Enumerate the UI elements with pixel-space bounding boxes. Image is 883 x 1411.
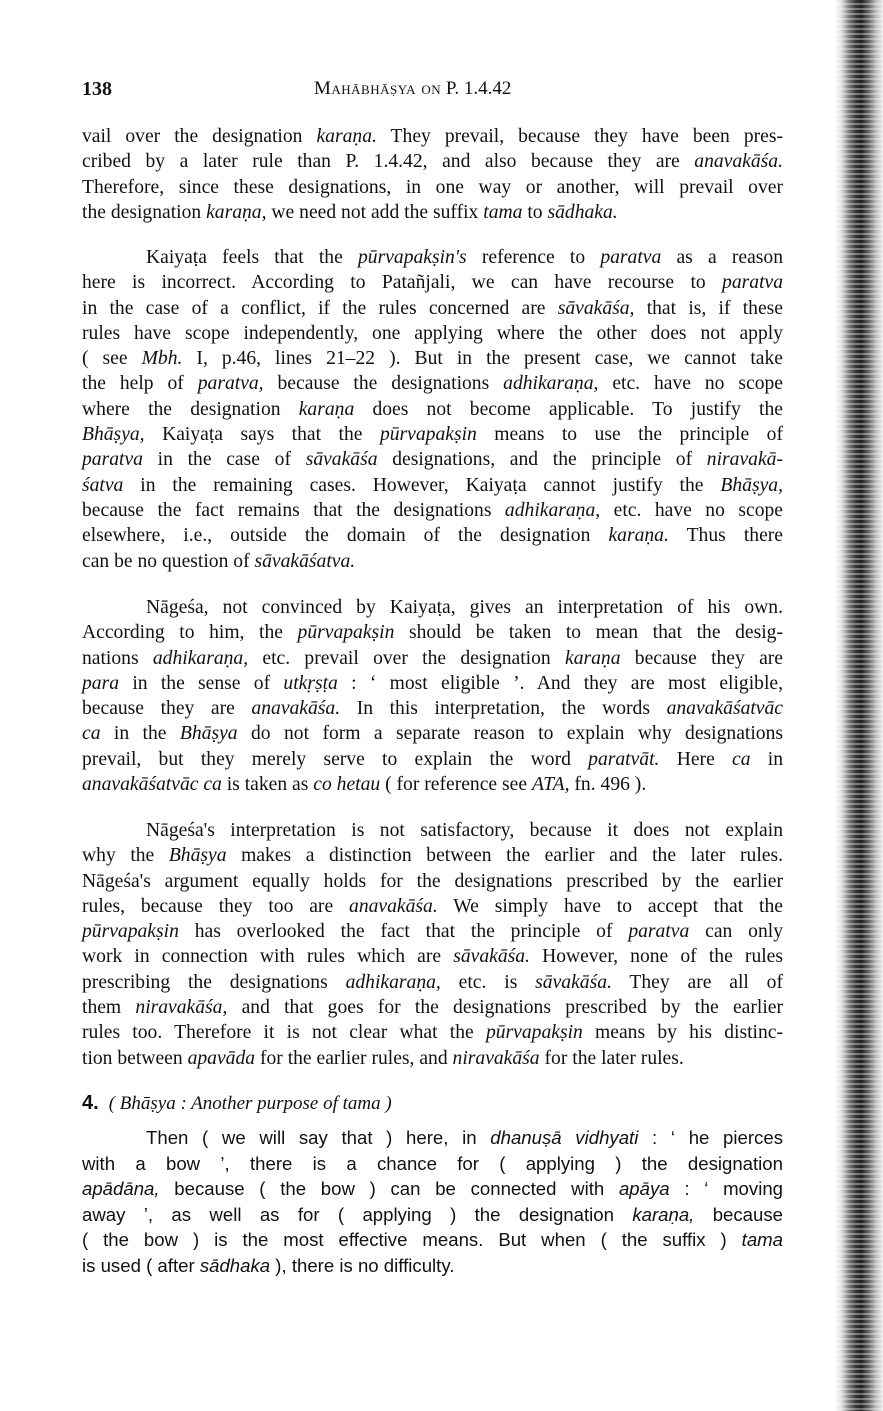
section-title: ( Bhāṣya : Another purpose of tama ) bbox=[108, 1093, 392, 1114]
italic-term: utkṛṣṭa bbox=[283, 672, 338, 694]
text-run: etc. have no scope bbox=[598, 373, 783, 395]
text-run: as a reason bbox=[661, 247, 783, 268]
italic-term: sāvakāśatva. bbox=[254, 550, 356, 572]
italic-term: anavakāśatvāc bbox=[666, 698, 783, 720]
text-line bbox=[82, 869, 783, 894]
text-run: for the later rules. bbox=[539, 1047, 684, 1069]
italic-term: karaṇa. bbox=[608, 525, 669, 547]
text-run: because bbox=[694, 1203, 784, 1225]
text-run: and that goes for the designations prescribed by the earlier bbox=[227, 997, 783, 1019]
text-run: Kaiyaṭa says that the bbox=[144, 424, 380, 446]
paragraph bbox=[82, 818, 783, 1071]
text-line bbox=[82, 1046, 783, 1071]
text-line bbox=[82, 843, 783, 868]
text-line bbox=[82, 818, 783, 843]
italic-term: dhanuṣā vidhyati bbox=[490, 1127, 639, 1148]
italic-term: niravakāśa, bbox=[135, 997, 228, 1019]
italic-term: tama bbox=[741, 1229, 783, 1250]
italic-term: pūrvapakṣin bbox=[485, 1022, 583, 1044]
italic-term: paratva bbox=[600, 247, 662, 268]
text-line bbox=[82, 696, 783, 721]
italic-term: tama bbox=[483, 201, 523, 223]
text-line bbox=[82, 124, 783, 149]
text-run: elsewhere, i.e., outside the domain of the designation bbox=[82, 525, 609, 547]
text-run: tion between bbox=[82, 1047, 188, 1069]
text-run: nations bbox=[82, 647, 153, 669]
text-run: is taken as bbox=[221, 774, 314, 796]
italic-term: anavakāśatvāc ca bbox=[82, 774, 222, 796]
text-line bbox=[82, 970, 783, 995]
scan-page-edge bbox=[835, 0, 883, 1411]
text-run: to bbox=[522, 201, 548, 223]
text-run: ( for reference see bbox=[380, 774, 532, 796]
text-run: do not form a separate reason to explain why designations bbox=[237, 723, 783, 745]
italic-term: ATA, bbox=[531, 774, 570, 796]
text-line bbox=[82, 473, 783, 498]
italic-term: karaṇa, bbox=[206, 201, 267, 223]
text-line bbox=[82, 620, 783, 645]
text-line bbox=[82, 200, 783, 225]
text-line bbox=[82, 1176, 783, 1202]
text-run: I, p.46, lines 21–22 ). But in the present case, we cannot take bbox=[182, 348, 783, 370]
text-run: that is, if these bbox=[634, 297, 783, 319]
text-line bbox=[82, 371, 783, 396]
text-run: reference to bbox=[466, 247, 601, 268]
italic-term: pūrvapakṣin bbox=[379, 424, 477, 446]
italic-term: karaṇa bbox=[565, 647, 621, 669]
text-line bbox=[82, 1202, 783, 1228]
paragraph bbox=[82, 124, 783, 225]
italic-term: sāvakāśa bbox=[305, 449, 378, 471]
text-run: can only bbox=[689, 921, 783, 943]
italic-term: paratva bbox=[628, 921, 690, 943]
italic-term: karaṇa bbox=[298, 398, 355, 420]
text-run: : ‘ he pierces bbox=[638, 1127, 783, 1148]
italic-term: ca bbox=[732, 748, 751, 770]
text-line bbox=[82, 595, 783, 620]
text-run: because ( the bow ) can be connected with bbox=[159, 1178, 619, 1199]
text-run: etc. prevail over the designation bbox=[248, 647, 565, 669]
text-line bbox=[82, 523, 783, 548]
text-run: Nāgeśa, not convinced by Kaiyaṭa, gives an interpretation of his own. bbox=[146, 597, 783, 618]
text-run: here is incorrect. According to Patañjali, we can have recourse to bbox=[82, 272, 723, 294]
text-line bbox=[82, 270, 783, 295]
text-run: etc. is bbox=[440, 971, 536, 993]
italic-term: apavāda bbox=[187, 1047, 256, 1069]
text-line bbox=[82, 397, 783, 422]
text-line bbox=[82, 245, 783, 270]
text-run: However, none of the rules bbox=[529, 946, 784, 968]
text-run: because they are bbox=[82, 698, 252, 720]
text-run: ( see bbox=[82, 348, 142, 370]
text-run: should be taken to mean that the desig- bbox=[394, 622, 783, 644]
italic-term: paratva bbox=[722, 272, 783, 294]
paragraph bbox=[82, 595, 783, 797]
text-run: in the case of bbox=[142, 449, 306, 471]
running-title: Mahābhāṣya on P. 1.4.42 bbox=[314, 78, 512, 99]
text-run: prevail, but they merely serve to explain the word bbox=[82, 748, 589, 770]
text-run: ), there is no difficulty. bbox=[270, 1254, 455, 1276]
text-run: vail over the designation bbox=[82, 126, 317, 147]
text-run: away ’, as well as for ( applying ) the designation bbox=[82, 1203, 633, 1225]
italic-term: adhikaraṇa, bbox=[152, 647, 249, 669]
section-number: 4. bbox=[82, 1092, 99, 1114]
text-run: Then ( we will say that ) here, in bbox=[146, 1127, 491, 1148]
text-run: where the designation bbox=[82, 398, 299, 420]
italic-term: śatva bbox=[82, 474, 124, 496]
text-run: Nāgeśa's interpretation is not satisfactory, because it does not explain bbox=[146, 820, 783, 841]
text-run: because the designations bbox=[263, 373, 504, 395]
italic-term: para bbox=[82, 672, 120, 694]
italic-term: pūrvapakṣin's bbox=[357, 247, 467, 268]
text-line bbox=[82, 321, 783, 346]
text-run: Kaiyaṭa feels that the bbox=[146, 247, 358, 268]
text-run: In this interpretation, the words bbox=[340, 698, 667, 720]
text-line bbox=[82, 1151, 783, 1177]
paragraph bbox=[82, 1125, 783, 1278]
running-header bbox=[82, 78, 782, 106]
text-run: is used ( after bbox=[82, 1254, 200, 1276]
italic-term: adhikaraṇa, bbox=[503, 373, 599, 395]
text-run: Nāgeśa's argument equally holds for the designations prescribed by the earlier bbox=[82, 870, 783, 892]
text-run: : ‘ moving bbox=[669, 1178, 784, 1199]
text-run: prescribing the designations bbox=[82, 971, 346, 993]
italic-term: pūrvapakṣin bbox=[82, 921, 179, 943]
text-run: for the earlier rules, and bbox=[255, 1047, 453, 1069]
text-line bbox=[82, 646, 783, 671]
text-line bbox=[82, 919, 783, 944]
text-run: in bbox=[750, 748, 784, 770]
page-number: 138 bbox=[82, 78, 112, 100]
text-run: etc. have no scope bbox=[600, 499, 783, 521]
italic-term: Bhāṣya, bbox=[82, 424, 145, 446]
text-line bbox=[82, 747, 783, 772]
paragraph bbox=[82, 245, 783, 574]
text-line bbox=[82, 1125, 783, 1151]
italic-term: ca bbox=[82, 723, 101, 745]
italic-term: adhikaraṇa, bbox=[504, 499, 601, 521]
text-line bbox=[82, 671, 783, 696]
text-line bbox=[82, 447, 783, 472]
text-run: According to him, the bbox=[82, 622, 298, 644]
italic-term: karaṇa, bbox=[632, 1203, 695, 1225]
text-run: rules too. Therefore it is not clear what the bbox=[82, 1022, 486, 1044]
italic-term: sāvakāśa. bbox=[453, 946, 530, 968]
text-run: because they are bbox=[620, 647, 783, 669]
text-run: we need not add the suffix bbox=[266, 201, 484, 223]
text-run: because the fact remains that the designations bbox=[82, 499, 505, 521]
text-run: ( the bow ) is the most effective means. But when ( the suffix ) bbox=[82, 1229, 742, 1250]
italic-term: sādhaka bbox=[199, 1254, 271, 1276]
italic-term: sāvakāśa, bbox=[557, 297, 635, 319]
text-line bbox=[82, 346, 783, 371]
text-run: Here bbox=[659, 748, 733, 770]
italic-term: adhikaraṇa, bbox=[345, 971, 441, 993]
text-run: : ‘ most eligible ’. And they are most eligible, bbox=[337, 672, 783, 694]
text-run: We simply have to accept that the bbox=[437, 895, 783, 917]
text-run: in the remaining cases. However, Kaiyaṭa cannot justify the bbox=[123, 474, 721, 496]
text-run: work in connection with rules which are bbox=[82, 946, 454, 968]
text-run: designations, and the principle of bbox=[377, 449, 707, 471]
text-run: with a bow ’, there is a chance for ( applying ) the designation bbox=[82, 1152, 783, 1174]
text-run: why the bbox=[82, 845, 169, 867]
text-run: means by his distinc- bbox=[582, 1022, 783, 1044]
text-line bbox=[82, 175, 783, 200]
text-run: cribed by a later rule than P. 1.4.42, and also because they are bbox=[82, 151, 695, 173]
italic-term: Bhāṣya bbox=[179, 723, 238, 745]
italic-term: co hetau bbox=[313, 774, 381, 796]
text-run: Therefore, since these designations, in one way or another, will prevail over bbox=[82, 176, 783, 198]
text-run: fn. 496 ). bbox=[569, 774, 647, 796]
text-line bbox=[82, 894, 783, 919]
text-line bbox=[82, 995, 783, 1020]
text-run: in the case of a conflict, if the rules concerned are bbox=[82, 297, 558, 319]
text-line bbox=[82, 498, 783, 523]
italic-term: sādhaka. bbox=[547, 201, 618, 223]
text-line bbox=[82, 296, 783, 321]
text-line bbox=[82, 149, 783, 174]
italic-term: anavakāśa. bbox=[251, 698, 341, 720]
text-line bbox=[82, 1020, 783, 1045]
text-line bbox=[82, 1253, 783, 1279]
text-run: in the sense of bbox=[119, 672, 284, 694]
italic-term: paratva, bbox=[197, 373, 264, 395]
text-run: them bbox=[82, 997, 136, 1019]
text-line bbox=[82, 944, 783, 969]
section-heading bbox=[82, 1092, 392, 1115]
text-line bbox=[82, 772, 783, 797]
text-run: has overlooked the fact that the principle of bbox=[178, 921, 629, 943]
text-run: does not become applicable. To justify the bbox=[354, 398, 783, 420]
text-run: Thus there bbox=[668, 525, 783, 547]
text-run: the designation bbox=[82, 201, 207, 223]
italic-term: paratvāt. bbox=[588, 748, 660, 770]
italic-term: paratva bbox=[82, 449, 143, 471]
text-run: rules, because they too are bbox=[82, 895, 350, 917]
italic-term: karaṇa. bbox=[316, 126, 377, 147]
text-run: makes a distinction between the earlier and the later rules. bbox=[226, 845, 783, 867]
italic-term: apāya bbox=[618, 1178, 670, 1199]
text-run: They prevail, because they have been pres- bbox=[376, 126, 784, 147]
italic-term: Bhāṣya bbox=[168, 845, 227, 867]
italic-term: Bhāṣya, bbox=[720, 474, 783, 496]
italic-term: sāvakāśa. bbox=[535, 971, 612, 993]
text-run: They are all of bbox=[611, 971, 784, 993]
text-run: means to use the principle of bbox=[476, 424, 783, 446]
text-run: in the bbox=[100, 723, 180, 745]
text-run: rules have scope independently, one applying where the other does not apply bbox=[82, 322, 783, 344]
italic-term: pūrvapakṣin bbox=[297, 622, 395, 644]
text-run: can be no question of bbox=[82, 550, 255, 572]
italic-term: apādāna, bbox=[82, 1178, 160, 1199]
italic-term: anavakāśa. bbox=[349, 895, 438, 917]
italic-term: niravakā- bbox=[706, 449, 783, 471]
text-run: the help of bbox=[82, 373, 198, 395]
italic-term: niravakāśa bbox=[452, 1047, 540, 1069]
text-line bbox=[82, 422, 783, 447]
italic-term: Mbh. bbox=[141, 348, 183, 370]
text-line bbox=[82, 549, 783, 574]
italic-term: anavakāśa. bbox=[694, 151, 783, 173]
text-line bbox=[82, 721, 783, 746]
text-line bbox=[82, 1227, 783, 1253]
